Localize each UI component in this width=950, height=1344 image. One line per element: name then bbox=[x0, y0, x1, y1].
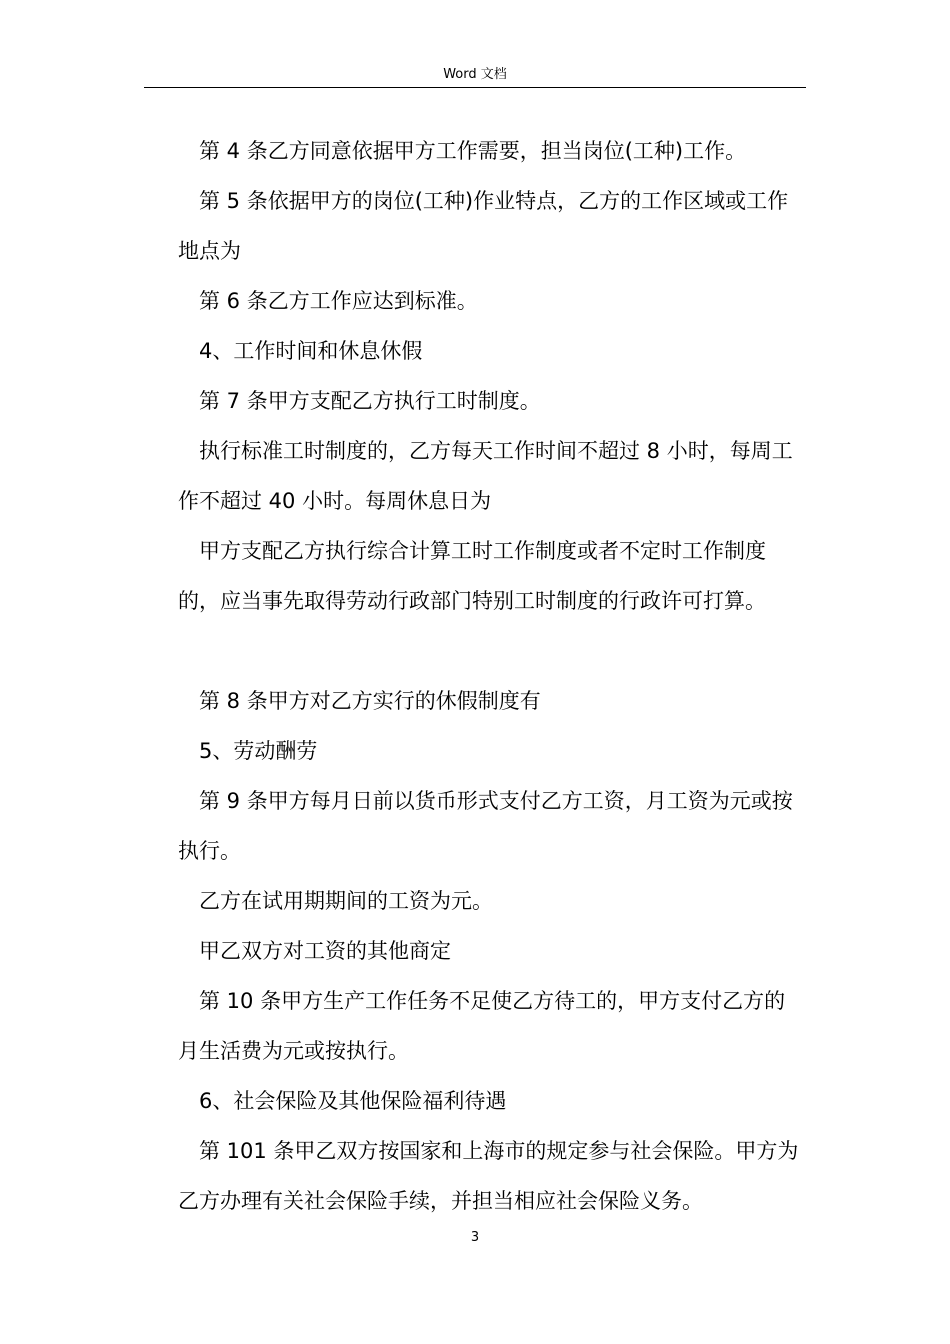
paragraph-article-9: 第 9 条甲方每月日前以货币形式支付乙方工资，月工资为元或按执行。 bbox=[178, 789, 793, 863]
paragraph-probation-wage: 乙方在试用期期间的工资为元。 bbox=[199, 889, 493, 913]
header-divider bbox=[144, 87, 806, 88]
paragraph-article-7: 第 7 条甲方支配乙方执行工时制度。 bbox=[199, 389, 541, 413]
paragraph-article-4: 第 4 条乙方同意依据甲方工作需要，担当岗位(工种)工作。 bbox=[199, 139, 747, 163]
section-heading-remuneration: 5、劳动酬劳 bbox=[199, 739, 318, 763]
paragraph-article-10: 第 10 条甲方生产工作任务不足使乙方待工的，甲方支付乙方的月生活费为元或按执行。 bbox=[178, 989, 786, 1063]
page-number: 3 bbox=[470, 1230, 480, 1245]
paragraph-flexible-hours: 甲方支配乙方执行综合计算工时工作制度或者不定时工作制度的，应当事先取得劳动行政部门特别工时制度的行政许可打算。 bbox=[178, 539, 766, 613]
page-header: Word 文档 bbox=[443, 67, 507, 82]
paragraph-article-8: 第 8 条甲方对乙方实行的休假制度有 bbox=[199, 689, 541, 713]
paragraph-article-6: 第 6 条乙方工作应达到标准。 bbox=[199, 289, 478, 313]
paragraph-other-wage-terms: 甲乙双方对工资的其他商定 bbox=[199, 939, 451, 963]
section-heading-social-insurance: 6、社会保险及其他保险福利待遇 bbox=[199, 1089, 507, 1113]
document-body bbox=[178, 126, 802, 1226]
paragraph-article-5: 第 5 条依据甲方的岗位(工种)作业特点，乙方的工作区域或工作地点为 bbox=[178, 189, 789, 263]
paragraph-standard-hours: 执行标准工时制度的，乙方每天工作时间不超过 8 小时，每周工作不超过 40 小时。每周休息日为 bbox=[178, 439, 793, 513]
paragraph-article-101: 第 101 条甲乙双方按国家和上海市的规定参与社会保险。甲方为乙方办理有关社会保险手续，并担当相应社会保险义务。 bbox=[178, 1139, 799, 1213]
section-heading-work-hours: 4、工作时间和休息休假 bbox=[199, 339, 423, 363]
